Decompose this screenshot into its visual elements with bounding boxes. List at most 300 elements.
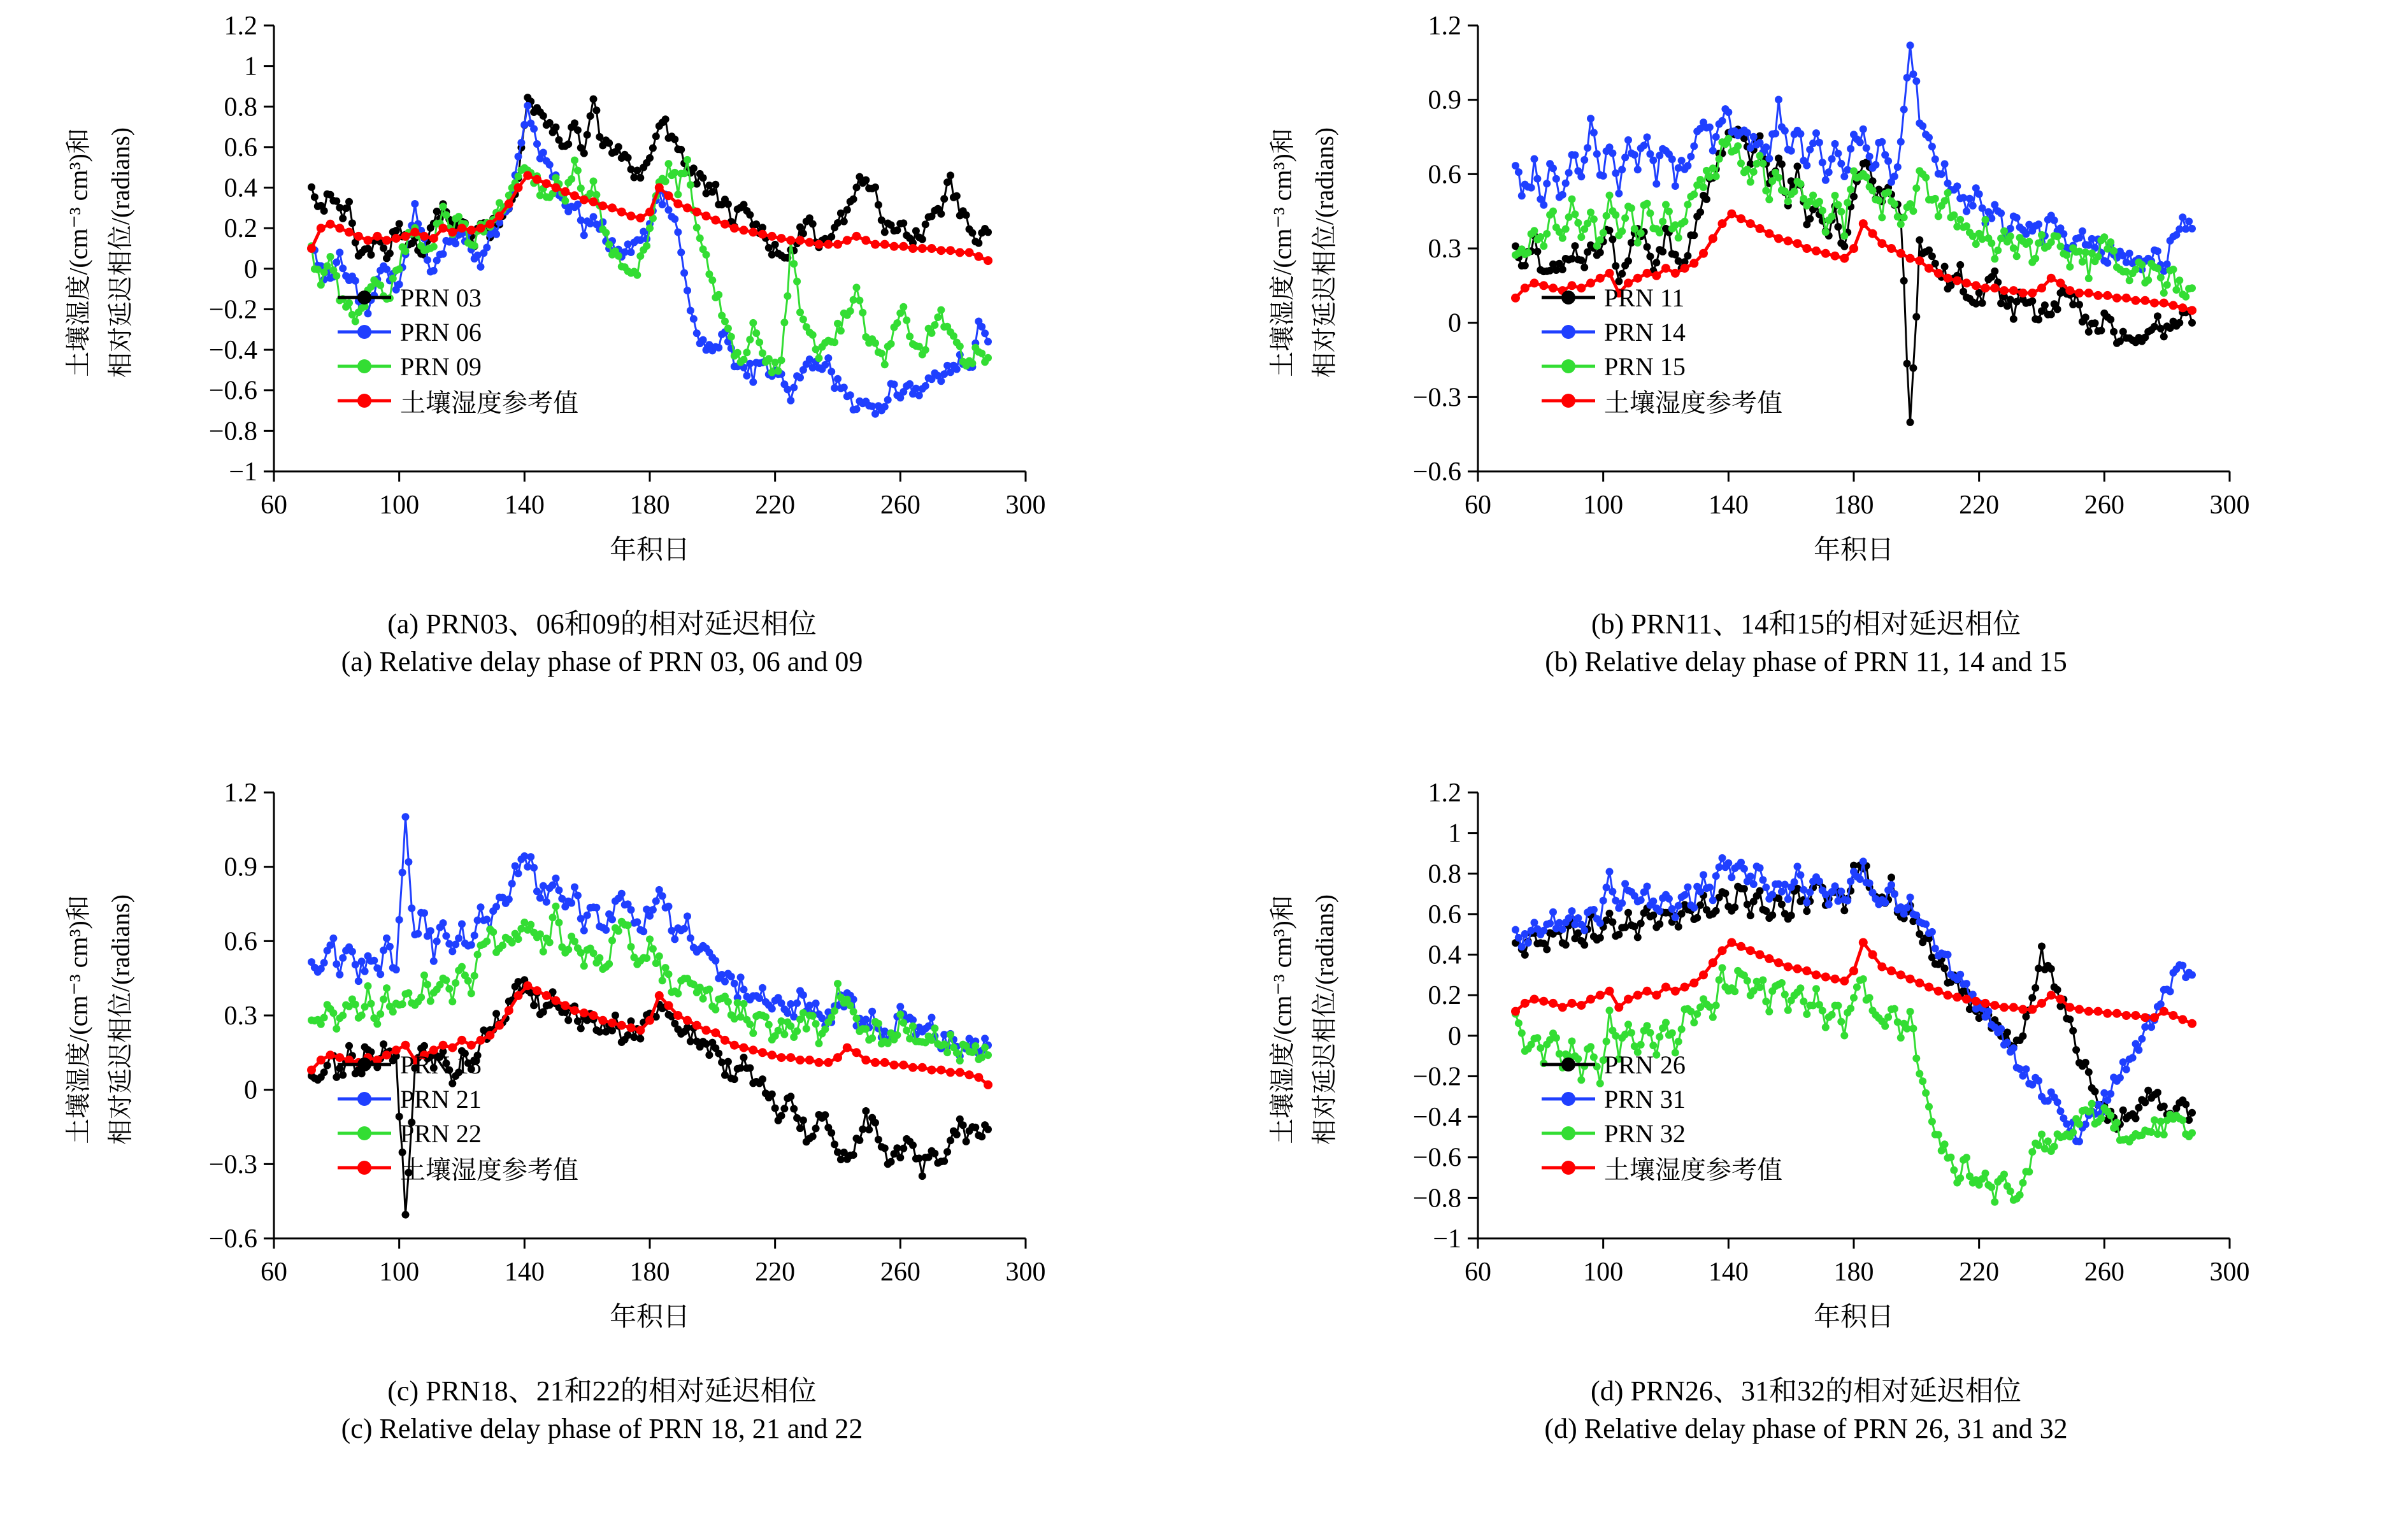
series-point [937,210,945,218]
series-point [1765,229,1774,238]
series-point [367,1000,375,1008]
series-point [720,1036,729,1045]
series-point [571,119,578,127]
series-point [805,238,814,247]
series-point [1847,145,1854,153]
series-point [1915,256,1924,265]
series-point [784,292,791,300]
series-point [1837,887,1845,895]
series-point [936,1066,945,1075]
series-point [1924,983,1933,992]
legend [338,280,578,418]
y-tick-label: 0.8 [224,92,257,122]
series-point [2107,1090,2114,1098]
series-point [1747,873,1754,880]
series-point [1530,995,1539,1004]
series-point [724,201,732,208]
series-point [336,971,343,978]
series-point [778,1112,785,1120]
series-point [617,208,626,217]
series-point [618,890,626,898]
series-point [1649,157,1657,164]
series-point [524,102,531,110]
series-point [1699,249,1708,258]
series-point [1643,269,1652,278]
legend-marker-icon [1542,1096,1595,1101]
series-point [1605,987,1614,996]
series-point [1840,173,1848,180]
series-point [1633,991,1642,1000]
series-point [1897,1034,1905,1042]
series-point [1988,240,1995,247]
series-point [373,1020,381,1028]
y-tick-label: 0.9 [224,852,257,882]
series-point [1624,1021,1632,1028]
series-point [768,1050,777,1059]
series-point [1558,1003,1567,1012]
series-point [1724,859,1732,867]
series-point [2028,1005,2037,1014]
series-point [852,1048,861,1057]
series-point [1866,994,1874,1001]
series-point [790,384,798,391]
series-point [1662,1019,1670,1026]
series-point [956,1068,964,1077]
series-point [2132,1011,2140,1020]
panel-caption [1204,605,2408,681]
series-point [680,269,688,277]
legend-item[interactable] [338,280,578,315]
series-point [821,1026,829,1033]
series-point [1774,234,1783,243]
series-point [1822,228,1830,236]
x-tick-label: 260 [880,491,921,520]
series-point [612,1012,619,1019]
x-tick-label: 300 [2209,1258,2250,1287]
series-point [1612,262,1619,270]
series-point [981,1035,989,1042]
y-tick-label: −1 [229,457,257,487]
series-point [399,869,406,877]
legend-item[interactable] [338,1047,578,1082]
series-point [1916,1070,1923,1078]
series-point [2103,1009,2112,1018]
series-point [1778,161,1786,168]
legend-marker-icon [338,398,391,403]
series-point [881,361,889,368]
series-point [1994,247,2002,254]
series-point [1530,278,1539,287]
series-point [584,131,591,139]
series-point [2075,301,2083,308]
series-point [2132,266,2140,273]
series-point [730,1041,739,1050]
series-point [2035,240,2042,247]
series-point [1709,1014,1717,1021]
series-point [815,354,823,362]
series-point [1915,978,1924,987]
series-point [1618,166,1626,173]
series-point [796,374,804,382]
series-point [1684,201,1691,208]
series-point [345,228,354,237]
legend-item[interactable] [1542,1047,1782,1082]
series-point [1997,210,2005,217]
series-point [1631,151,1638,159]
series-point [731,980,738,987]
series-point [2047,991,2056,1000]
series-point [564,946,572,954]
series-point [834,375,842,383]
legend-item[interactable] [1542,315,1782,349]
series-point [527,921,534,929]
series-point [546,119,554,127]
series-point [1944,951,1952,959]
legend-item[interactable] [338,349,578,384]
y-tick-label: −0.2 [1412,1062,1461,1092]
series-point [2054,986,2061,994]
series-point [799,991,807,999]
series-point [856,297,863,305]
series-point [392,966,400,973]
series-point [1868,950,1877,959]
series-point [1687,153,1695,161]
series-point [803,1025,810,1033]
series-point [812,1000,820,1007]
series-point [1840,232,1848,240]
series-point [1718,219,1727,228]
series-point [1831,975,1840,984]
series-point [2175,276,2183,284]
series-point [2097,1115,2105,1122]
series-point [2075,1005,2084,1014]
series-point [721,318,729,326]
y-tick-label: 0.4 [1428,940,1461,970]
series-point [1756,864,1764,872]
series-point [1656,229,1663,236]
series-point [1659,218,1666,226]
series-point [580,962,588,970]
series-point [1925,134,1933,141]
series-point [711,1028,720,1037]
plot-wrapper [1204,0,2408,529]
series-point [831,1140,838,1148]
series-point [1988,1184,1995,1191]
series-point [899,1145,907,1152]
series-point [1719,854,1726,862]
x-tick-label: 140 [1708,491,1749,520]
series-point [361,968,369,975]
series-point [624,154,632,162]
series-point [433,938,441,945]
series-point [1671,269,1680,278]
x-tick-label: 60 [261,491,287,520]
series-point [1712,133,1720,141]
legend-item[interactable] [1542,1150,1782,1185]
series-point [474,951,482,959]
y-tick-label: 0 [244,1075,257,1105]
x-tick-label: 300 [1005,491,1046,520]
series-point [1562,180,1570,187]
panel-caption [0,605,1204,681]
series-point [965,1070,974,1079]
series-point [1788,912,1795,919]
series-point [1533,248,1541,255]
series-point [790,1105,798,1113]
series-point [339,264,347,272]
legend-label: PRN 06 [400,317,482,347]
series-point [405,858,412,866]
series-point [605,960,613,968]
series-point [1628,1029,1635,1036]
series-point [574,892,582,900]
series-point [1693,1010,1701,1018]
series-point [674,990,682,998]
series-point [809,1012,817,1020]
series-point [1596,236,1604,244]
series-point [1912,313,1920,320]
series-point [2038,231,2046,239]
series-point [1975,190,1983,198]
series-point [1661,983,1670,992]
series-point [712,957,719,964]
series-point [862,1107,870,1115]
series-point [2132,1115,2140,1122]
series-point [1712,872,1720,880]
series-point [1950,211,1958,219]
series-point [796,1056,805,1064]
legend-label: PRN 11 [1604,283,1685,312]
series-point [1981,283,1990,292]
y-tick-label: 1 [1448,819,1461,849]
x-tick-label: 100 [1583,491,1624,520]
series-point [1665,895,1673,903]
legend-label: PRN 18 [400,1050,482,1079]
series-point [1693,914,1701,922]
legend-item[interactable] [338,384,578,418]
series-point [2188,971,2196,978]
panel-caption-cn: (c) PRN18、21和22的相对延迟相位 [387,1375,817,1407]
series-point [1759,160,1767,168]
series-point [324,1062,331,1070]
legend-item[interactable] [1542,384,1782,418]
series-point [693,329,701,337]
series-point [2025,238,2033,245]
series-point [602,229,610,236]
series-point [652,959,660,967]
series-point [2065,286,2074,295]
series-point [589,197,598,206]
series-point [720,220,729,229]
legend-item[interactable] [338,315,578,349]
series-point [2144,276,2152,284]
series-point [1634,166,1642,173]
series-point [896,1154,904,1161]
series-point [333,197,340,205]
series-point [1552,1034,1560,1042]
series-point [2069,1027,2077,1035]
series-point [712,1006,719,1014]
y-axis-label-line2: 相对延迟相位/(radians) [1310,894,1339,1145]
series-point [1891,891,1898,898]
series-point [778,357,785,364]
series-point [1684,884,1691,891]
series-point [1906,975,1915,984]
x-tick-label: 100 [1583,1258,1624,1287]
series-point [664,1001,673,1010]
series-point [2141,1099,2149,1107]
series-point [427,998,434,1005]
series-point [483,915,491,923]
series-point [352,1001,359,1008]
series-point [1794,162,1802,170]
series-point [329,1009,337,1017]
series-point [1944,991,1953,1000]
series-point [687,181,694,189]
series-point [549,914,557,921]
series-point [2010,1044,2017,1052]
series-point [793,1000,801,1007]
series-point [1672,914,1679,921]
series-point [1803,899,1810,907]
series-point [333,960,340,968]
legend-item[interactable] [1542,1082,1782,1116]
series-point [2188,306,2197,315]
series-point [627,211,636,220]
series-point [2051,1143,2058,1150]
series-point [420,909,428,917]
series-point [1549,908,1557,916]
series-point [2054,233,2061,240]
series-point [339,215,347,222]
series-point [1580,926,1588,934]
series-point [1656,921,1663,928]
series-point [940,195,948,203]
series-point [1533,175,1541,183]
series-point [1969,202,1977,210]
legend-item[interactable] [1542,349,1782,384]
series-point [1656,1033,1663,1041]
series-point [1877,963,1886,971]
series-point [880,1058,889,1067]
series-point [1877,239,1886,248]
panel-caption-cn: (b) PRN11、14和15的相对延迟相位 [1591,608,2021,640]
series-point [1652,259,1660,266]
series-point [749,228,757,237]
series-point [355,977,362,985]
series-point [1661,264,1670,273]
series-point [1834,897,1842,905]
series-point [687,935,694,942]
series-point [2032,984,2039,992]
legend-item[interactable] [338,1150,578,1185]
series-point [771,241,779,248]
series-point [1709,164,1717,172]
series-point [1762,998,1770,1005]
series-point [1849,966,1858,975]
series-point [1912,77,1920,85]
series-point [1568,1038,1576,1045]
series-point [965,248,974,257]
series-point [311,193,319,201]
y-tick-label: 0.9 [1428,85,1461,115]
y-tick-label: 0 [1448,1021,1461,1051]
series-point [1768,891,1776,898]
series-point [2003,1039,2011,1047]
series-point [731,1075,738,1083]
series-point [1803,162,1810,169]
series-point [520,121,528,129]
series-point [677,146,685,154]
series-point [1962,995,1971,1004]
series-point [1668,1029,1676,1037]
series-point [448,998,456,1005]
legend-item[interactable] [1542,1116,1782,1150]
series-point [893,1031,901,1039]
series-point [342,204,350,212]
series-point [2170,266,2177,273]
series-point [2188,1129,2196,1137]
legend-item[interactable] [338,1116,578,1150]
y-tick-label: 0 [1448,308,1461,338]
series-point [683,1016,692,1025]
series-point [492,903,500,910]
legend-item[interactable] [338,1082,578,1116]
series-point [953,1131,961,1138]
series-point [617,1021,626,1030]
series-point [847,307,854,315]
series-point [2129,1054,2137,1062]
series-point [787,1022,794,1030]
series-point [574,167,582,175]
series-point [896,1010,904,1018]
series-point [411,200,419,208]
series-point [1649,912,1657,919]
series-point [796,1124,804,1132]
series-point [2072,1046,2080,1054]
series-point [1956,216,1964,224]
series-point [489,928,497,936]
series-point [796,236,805,245]
series-point [1684,252,1691,260]
series-point [1941,964,1949,972]
series-point [1562,941,1570,949]
series-point [1518,1029,1526,1037]
series-point [1928,143,1936,150]
series-point [1924,264,1933,273]
legend-item[interactable] [1542,280,1782,315]
series-point [721,978,729,986]
series-point [1681,264,1689,273]
series-point [1762,907,1770,915]
series-point [624,921,632,929]
series-point [2056,995,2065,1004]
series-point [1709,147,1717,155]
series-point [1944,180,1952,187]
series-point [514,991,523,1000]
series-point [852,232,861,241]
series-point [1859,219,1868,228]
series-point [1600,229,1607,237]
y-tick-label: 0 [244,254,257,284]
series-point [1681,891,1689,899]
series-point [655,183,664,192]
series-point [1900,277,1908,285]
y-axis-label-line1: 土壤湿度/(cm⁻³ cm³)和 [64,895,93,1144]
series-point [1756,224,1765,233]
series-point [2107,1112,2114,1119]
series-point [1646,1029,1654,1036]
